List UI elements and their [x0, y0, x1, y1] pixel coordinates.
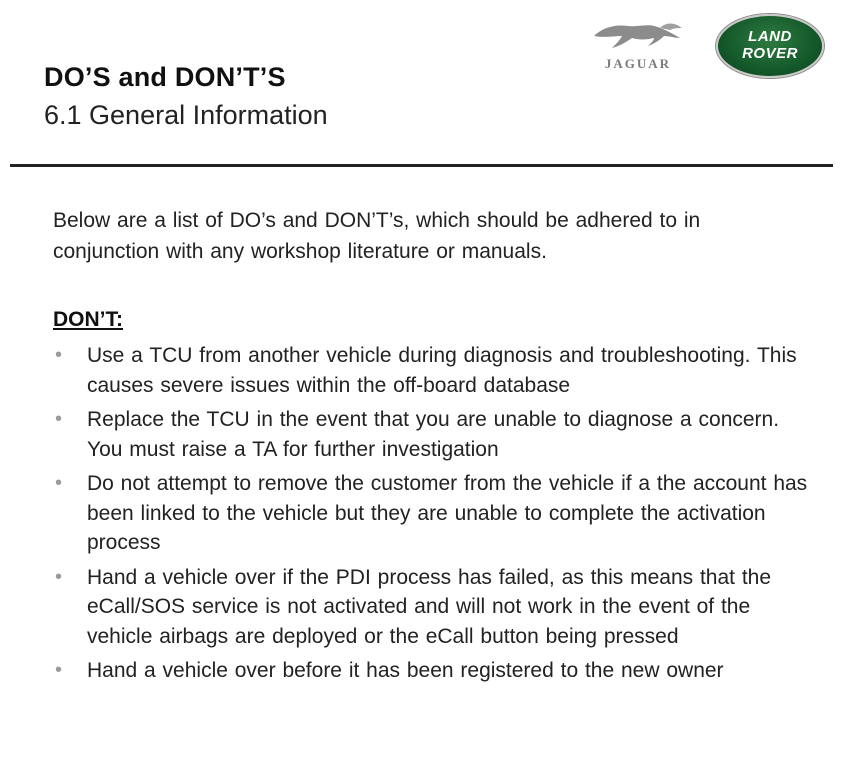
jaguar-logo [584, 14, 692, 72]
list-item-text: Hand a vehicle over before it has been registered to the new owner [87, 659, 724, 682]
header-divider [10, 164, 833, 167]
section-heading-dont: DON’T: [53, 308, 123, 331]
bullet-dot-icon: • [55, 344, 63, 366]
list-item-text: Use a TCU from another vehicle during diagnosis and troubleshooting. This causes severe issues within the off-board database [87, 344, 797, 397]
jaguar-wordmark: JAGUAR [604, 56, 672, 71]
list-item [53, 656, 813, 686]
land-rover-logo-line-2: ROVER [742, 45, 798, 62]
list-item [53, 341, 813, 400]
bullet-dot-icon: • [55, 659, 63, 681]
leaping-jaguar-icon [590, 14, 686, 54]
list-item [53, 469, 813, 558]
bullet-dot-icon: • [55, 472, 63, 494]
bullet-dot-icon: • [55, 408, 63, 430]
list-item [53, 563, 813, 652]
list-item-text: Hand a vehicle over if the PDI process has failed, as this means that the eCall/SOS service is not activated and will not work in the event of the vehicle airbags are deployed or the eCall button being pressed [87, 565, 772, 648]
bullet-dot-icon: • [55, 565, 63, 588]
list-item-text: Replace the TCU in the event that you are unable to diagnose a concern. You must raise a TA for further investigation [87, 408, 780, 461]
list-item [53, 405, 813, 464]
page-subtitle: 6.1 General Information [44, 100, 328, 130]
land-rover-logo [716, 14, 824, 78]
intro-paragraph: Below are a list of DO’s and DON’T’s, which should be adhered to in conjunction with any workshop literature or manuals. [53, 209, 701, 263]
page-title: DO’S and DON’T’S [44, 62, 286, 92]
dont-bullet-list [53, 341, 813, 691]
list-item-text: Do not attempt to remove the customer from the vehicle if a the account has been linked to the vehicle but they are unable to complete the activation process [87, 472, 808, 554]
land-rover-logo-line-1: LAND [748, 28, 792, 45]
